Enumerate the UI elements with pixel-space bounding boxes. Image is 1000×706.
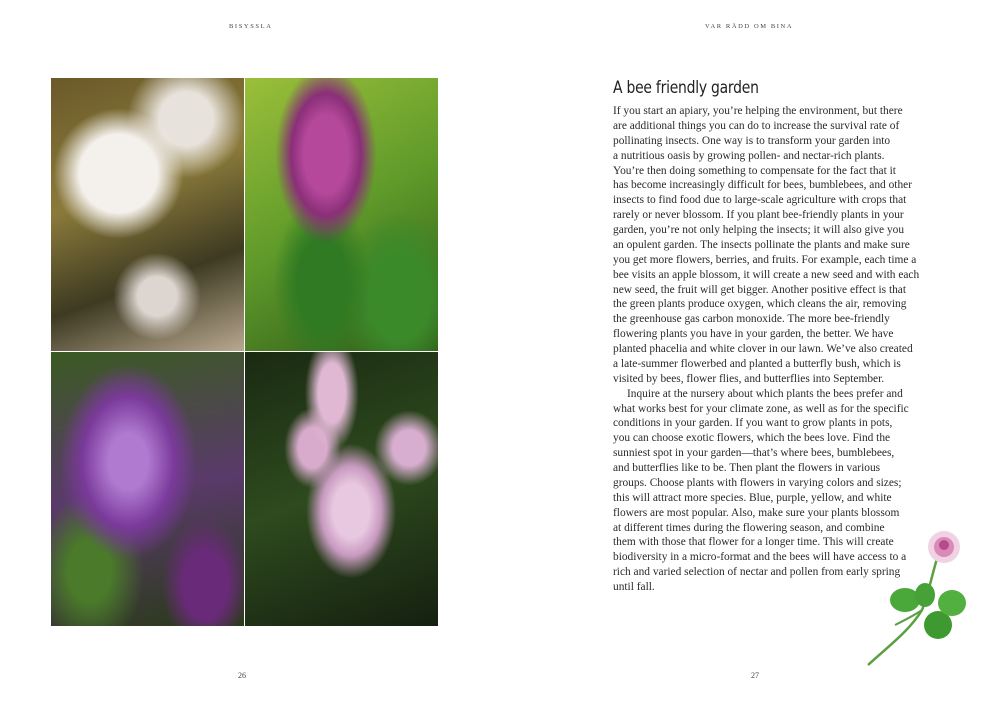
text-line: sunniest spot in your garden—that’s where bees, bumblebees, [613, 447, 895, 460]
running-head-right: VAR RÄDD OM BINA [705, 23, 794, 30]
text-line: a late-summer flowerbed and planted a butterfly bush, which is [613, 357, 901, 370]
running-head-left: BISYSSLA [229, 23, 273, 30]
text-line: the green plants produce oxygen, which cleans the air, removing [613, 298, 907, 311]
text-line: a nutritious oasis by growing pollen- and nectar-rich plants. [613, 149, 885, 162]
text-line: you get more flowers, berries, and fruits. For example, each time a [613, 253, 917, 266]
text-line: the greenhouse gas carbon monoxide. The more bee-friendly [613, 313, 890, 326]
text-line: pollinating insects. One way is to transform your garden into [613, 134, 891, 147]
text-line: Inquire at the nursery about which plants the bees prefer and [627, 387, 903, 400]
text-line: and butterflies like to be. Then plant the flowers in various [613, 462, 881, 474]
clover-illustration [860, 525, 975, 670]
text-line: rarely or never blossom. If you plant bee-friendly plants in your [613, 209, 904, 222]
body-text [613, 104, 920, 595]
text-line: insects to find food due to large-scale agriculture with crops that [613, 194, 907, 207]
text-line: until fall. [613, 581, 655, 593]
text-line: at different times during the flowering season, and combine [613, 521, 885, 534]
text-line: flowering plants you have in your garden, the better. We have [613, 328, 894, 341]
text-line: this will attract more species. Blue, purple, yellow, and white [613, 491, 892, 504]
text-line: biodiversity in a micro-format and the bees will have access to a [613, 551, 907, 564]
text-line: planted phacelia and white clover in our lawn. We’ve also created [613, 343, 913, 355]
text-line: garden, you’re not only helping the insects; it will also give you [613, 224, 905, 236]
text-line: bee visits an apple blossom, it will create a new seed and with each [613, 268, 920, 281]
text-line: flowers are most popular. Also, make sure your plants blossom [613, 506, 900, 519]
text-line: them with those that flower for a longer time. This will create [613, 536, 894, 549]
text-line: you can choose exotic flowers, which the bees love. Find the [613, 432, 891, 445]
photo-lilac [51, 352, 244, 626]
text-line: are additional things you can do to increase the survival rate of [613, 119, 900, 132]
photo-astrantia [245, 352, 438, 626]
text-line: an opulent garden. The insects pollinate the plants and make sure [613, 238, 910, 251]
text-line: If you start an apiary, you’re helping the environment, but there [613, 105, 903, 117]
text-line: You’re then doing something to compensate for the fact that it [613, 164, 896, 177]
text-line: new seed, the fruit will get bigger. Another positive effect is that [613, 283, 907, 296]
text-line: has become increasingly difficult for bees, bumblebees, and other [613, 179, 913, 192]
page-number-left: 26 [238, 671, 246, 680]
text-line: conditions in your garden. If you want to grow plants in pots, [613, 417, 893, 430]
photo-apple-blossom [51, 78, 244, 351]
photo-red-clover [245, 78, 438, 351]
page-number-right: 27 [751, 671, 759, 680]
text-line: visited by bees, flower flies, and butterflies into September. [613, 372, 885, 385]
section-heading: A bee friendly garden [613, 78, 759, 98]
text-line: what works best for your climate zone, as well as for the specific [613, 402, 909, 415]
text-line: groups. Choose plants with flowers in varying colors and sizes; [613, 476, 902, 489]
text-line: rich and varied selection of nectar and pollen from early spring [613, 566, 901, 579]
